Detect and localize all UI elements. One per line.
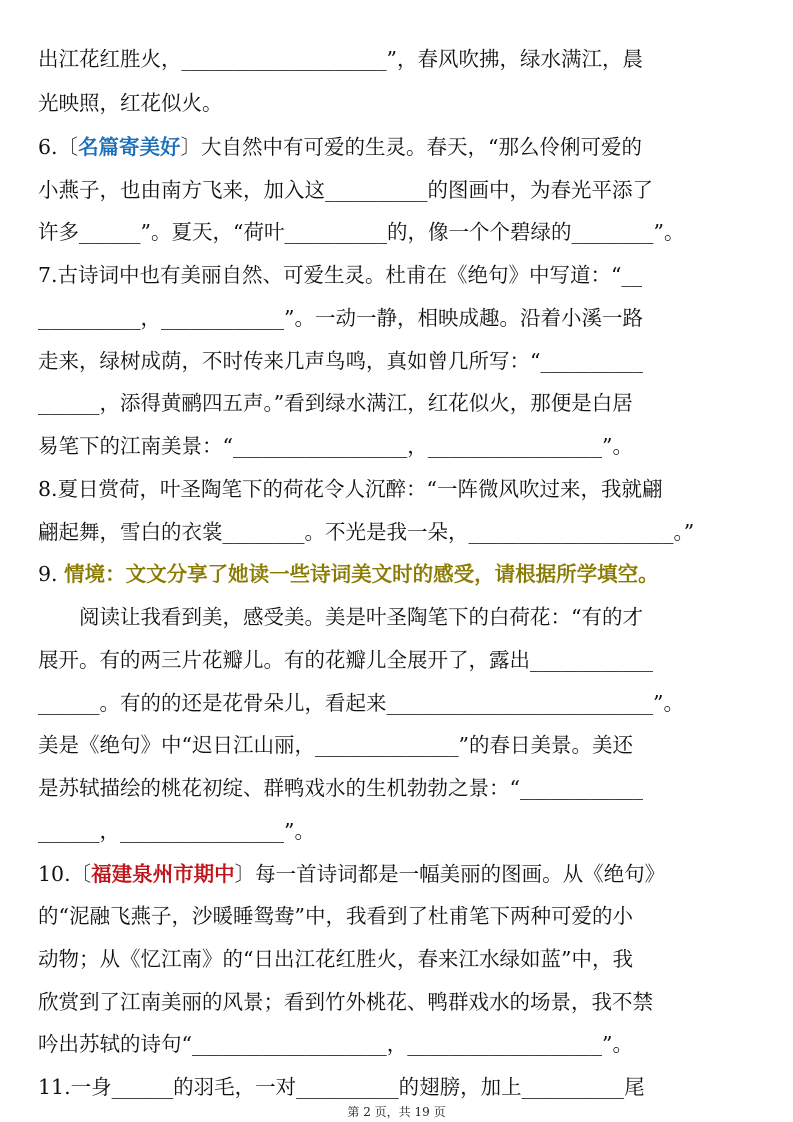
line-text: 的“泥融飞燕子，沙暖睡鸳鸯”中，我看到了杜甫笔下两种可爱的小 — [38, 904, 633, 928]
line-text: 阅读让我看到美，感受美。美是叶圣陶笔下的白荷花：“有的才 — [38, 605, 643, 629]
text-line — [38, 1074, 755, 1100]
line-text: 走来，绿树成荫，不时传来几声鸟鸣，真如曾几所写：“__________ — [38, 349, 643, 373]
line-text: 欣赏到了江南美丽的风景；看到竹外桃花、鸭群戏水的场景，我不禁 — [38, 990, 653, 1014]
question-tag: 福建泉州市期中 — [91, 862, 235, 886]
text-line — [38, 561, 755, 587]
text-line — [38, 732, 755, 758]
text-line — [38, 1031, 755, 1057]
text-line — [38, 989, 755, 1015]
text-line — [38, 433, 755, 459]
line-text: __________，____________”。一动一静，相映成趣。沿着小溪一路 — [38, 306, 643, 330]
line-text: 〕每一首诗词都是一幅美丽的图画。从《绝句》 — [234, 862, 666, 886]
page-footer: 第 2 页，共 19 页 — [347, 1105, 446, 1119]
text-line — [38, 604, 755, 630]
text-line — [38, 476, 755, 502]
line-text: 许多______”。夏天，“荷叶__________的，像一个个碧绿的________”。 — [38, 220, 685, 244]
text-line — [38, 647, 755, 673]
line-text: 8.夏日赏荷，叶圣陶笔下的荷花令人沉醉：“一阵微风吹过来，我就翩 — [38, 477, 663, 501]
text-line — [38, 861, 755, 887]
text-line — [38, 775, 755, 801]
line-text: ______。有的的还是花骨朵儿，看起来__________________________”。 — [38, 691, 684, 715]
line-text: ______，________________”。 — [38, 819, 315, 843]
line-text: 7.古诗词中也有美丽自然、可爱生灵。杜甫在《绝句》中写道：“__ — [38, 263, 643, 287]
line-text: 易笔下的江南美景：“_________________，_________________”。 — [38, 434, 633, 458]
line-text: 展开。有的两三片花瓣儿。有的花瓣儿全展开了，露出____________ — [38, 648, 653, 672]
line-text: 翩起舞，雪白的衣裳________。不光是我一朵，____________________。” — [38, 520, 695, 544]
text-line — [38, 390, 755, 416]
line-text: 动物；从《忆江南》的“日出江花红胜火，春来江水绿如蓝”中，我 — [38, 947, 633, 971]
line-text: 吟出苏轼的诗句“___________________，___________________”。 — [38, 1032, 633, 1056]
text-line — [38, 946, 755, 972]
line-text: 〕大自然中有可爱的生灵。春天，“那么伶俐可爱的 — [180, 135, 643, 159]
text-line — [38, 262, 755, 288]
line-text: 光映照，红花似火。 — [38, 91, 223, 115]
line-text: 是苏轼描绘的桃花初绽、群鸭戏水的生机勃勃之景：“____________ — [38, 776, 643, 800]
question-tag: 名篇寄美好 — [78, 135, 181, 159]
line-text: 小燕子，也由南方飞来，加入这__________的图画中，为春光平添了 — [38, 178, 653, 202]
text-line — [38, 46, 755, 72]
text-line — [38, 903, 755, 929]
question-number: 9. — [38, 562, 65, 586]
text-line — [38, 177, 755, 203]
line-text: 出江花红胜火，____________________”，春风吹拂，绿水满江，晨 — [38, 47, 643, 71]
line-text: 美是《绝句》中“迟日江山丽，______________”的春日美景。美还 — [38, 733, 633, 757]
text-line — [38, 305, 755, 331]
line-text: 11.一身______的羽毛，一对__________的翅膀，加上__________尾 — [38, 1075, 645, 1099]
text-line — [38, 90, 755, 116]
text-line — [38, 219, 755, 245]
text-line — [38, 348, 755, 374]
line-text: ______，添得黄鹂四五声。”看到绿水满江，红花似火，那便是白居 — [38, 391, 633, 415]
text-line — [38, 818, 755, 844]
question-tag: 情境：文文分享了她读一些诗词美文时的感受，请根据所学填空。 — [64, 562, 659, 586]
text-line — [38, 519, 755, 545]
question-number: 10.〔 — [38, 862, 92, 886]
text-line — [38, 134, 755, 160]
text-line — [38, 690, 755, 716]
question-number: 6.〔 — [38, 135, 79, 159]
